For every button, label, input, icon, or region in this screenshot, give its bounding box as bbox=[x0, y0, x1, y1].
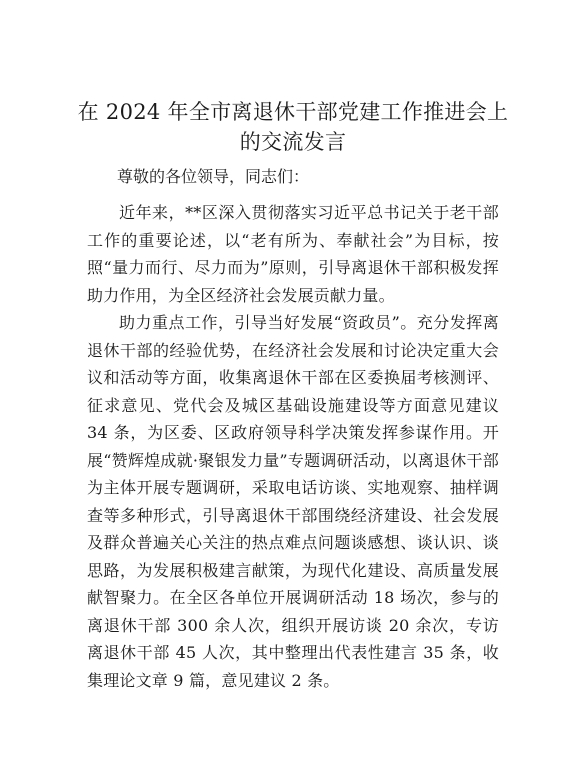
document-title: 在 2024 年全市离退休干部党建工作推进会上的交流发言 bbox=[77, 100, 509, 154]
paragraph-key-work: 助力重点工作，引导当好发展“资政员”。充分发挥离退休干部的经验优势，在经济社会发展和讨论决定重大会议和活动等方面，收集离退休干部在区委换届考核测评、征求意见、党代会及城区基础设施建设等方面意见建议 34 条，为区委、区政府领导科学决策发挥参谋作用。开展“赞辉煌成就·聚银发力量”专题调研活动，以离退休干部为主体开展专题调研，采取电话访谈、实地观察、抽样调查等多种形式，引导离退休干部围绕经济建设、社会发展及群众普遍关心关注的热点难点问题谈感想、谈认识、谈思路，为发展积极建言献策，为现代化建设、高质量发展献智聚力。在全区各单位开展调研活动 18 场次，参与的离退休干部 300 余人次，组织开展访谈 20 余次，专访离退休干部 45 人次，其中整理出代表性建言 35 条，收集理论文章 9 篇，意见建议 2 条。 bbox=[87, 313, 499, 690]
paragraph-intro: 近年来，**区深入贯彻落实习近平总书记关于老干部工作的重要论述，以“老有所为、奉献社会”为目标，按照“量力而行、尽力而为”原则，引导离退休干部积极发挥助力作用，为全区经济社会发展贡献力量。 bbox=[87, 203, 499, 305]
salutation: 尊敬的各位领导，同志们： bbox=[117, 167, 310, 186]
